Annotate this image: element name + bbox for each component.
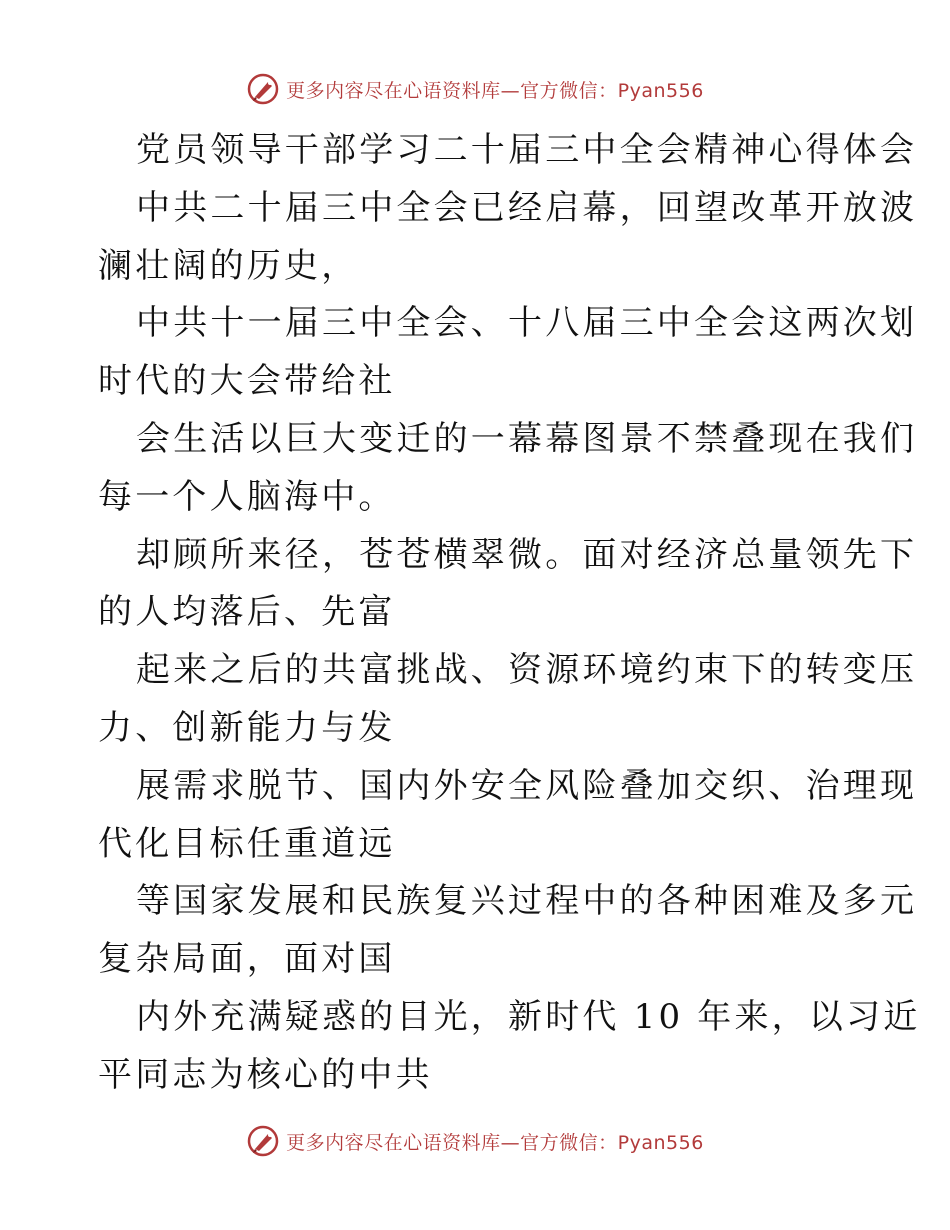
footer-watermark [0, 1124, 950, 1158]
watermark-slogan: 更多内容尽在心语资料库—官方微信： [286, 79, 618, 102]
text-line: 澜壮阔的历史， [98, 245, 359, 286]
text-line: 平同志为核心的中共 [98, 1054, 433, 1095]
text-line: 中共二十届三中全会已经启幕，回望改革开放波 [136, 187, 918, 228]
text-line: 起来之后的共富挑战、资源环境约束下的转变压 [136, 650, 918, 691]
header-watermark [0, 72, 950, 106]
text-line: 展需求脱节、国内外安全风险叠加交织、治理现 [136, 765, 918, 806]
text-line: 力、创新能力与发 [98, 707, 396, 748]
document-body [98, 122, 921, 1105]
text-line: 等国家发展和民族复兴过程中的各种困难及多元 [136, 881, 918, 922]
document-title: 党员领导干部学习二十届三中全会精神心得体会 [136, 130, 918, 170]
watermark-handle: Pyan556 [617, 1131, 704, 1154]
text-line: 中共十一届三中全会、十八届三中全会这两次划 [136, 303, 918, 344]
watermark-text [286, 1128, 704, 1155]
text-line: 时代的大会带给社 [98, 361, 396, 402]
text-line: 会生活以巨大变迁的一幕幕图景不禁叠现在我们 [136, 418, 918, 459]
text-line: 内外充满疑惑的目光，新时代 10 年来，以习近 [136, 996, 921, 1037]
watermark-text [286, 76, 704, 103]
text-line: 却顾所来径，苍苍横翠微。面对经济总量领先下 [136, 534, 918, 575]
pen-logo-icon [246, 1124, 280, 1158]
text-line: 复杂局面，面对国 [98, 939, 396, 980]
watermark-slogan: 更多内容尽在心语资料库—官方微信： [286, 1131, 618, 1154]
pen-logo-icon [246, 72, 280, 106]
text-line: 代化目标任重道远 [98, 823, 396, 864]
text-line: 的人均落后、先富 [98, 592, 396, 633]
text-line: 每一个人脑海中。 [98, 476, 396, 517]
watermark-handle: Pyan556 [617, 79, 704, 102]
